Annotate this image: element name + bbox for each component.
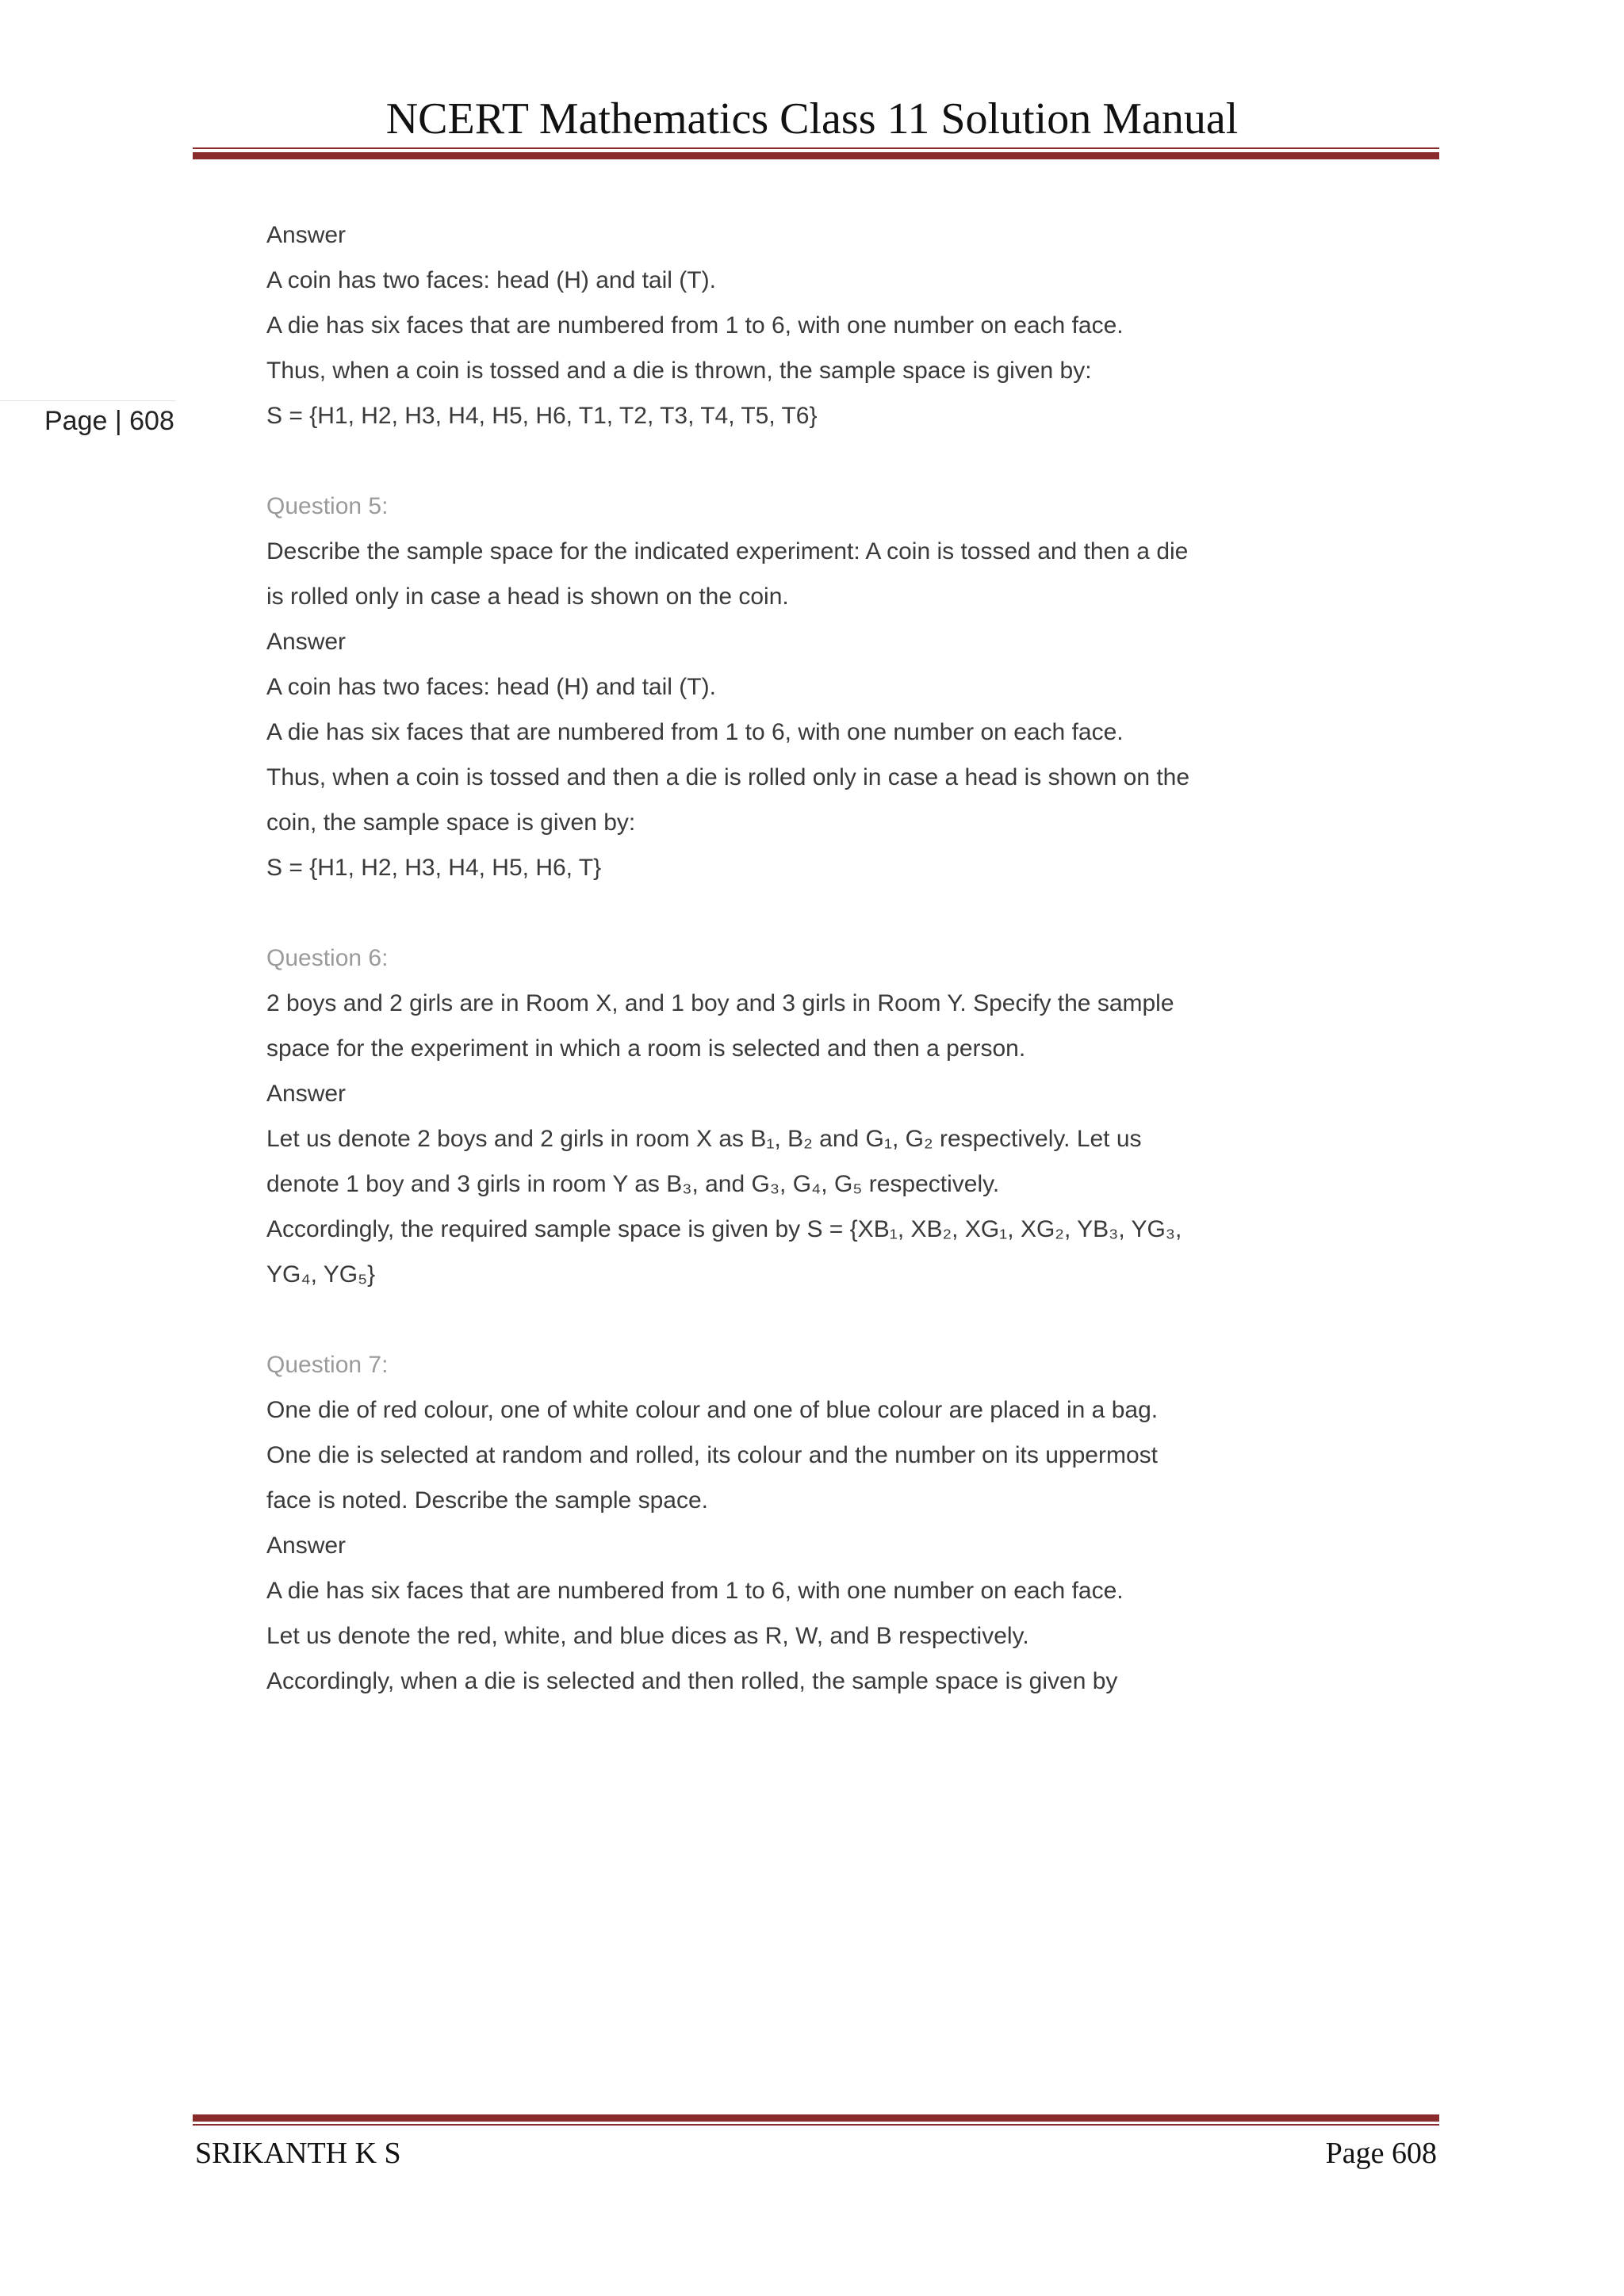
text-line: A die has six faces that are numbered from 1 to 6, with one number on each face.	[266, 719, 1124, 745]
text-line: A die has six faces that are numbered from 1 to 6, with one number on each face.	[266, 312, 1124, 339]
text-line: space for the experiment in which a room is selected and then a person.	[266, 1035, 1026, 1062]
text-line: is rolled only in case a head is shown on the coin.	[266, 584, 789, 610]
footer-author: SRIKANTH K S	[195, 2137, 401, 2170]
text-line: 2 boys and 2 girls are in Room X, and 1 boy and 3 girls in Room Y. Specify the sample	[266, 990, 1174, 1016]
text-line: Thus, when a coin is tossed and then a die is rolled only in case a head is shown on the	[266, 764, 1190, 790]
margin-divider	[0, 400, 176, 401]
question-5-heading: Question 5:	[266, 493, 389, 519]
text-line: Let us denote 2 boys and 2 girls in room X as B₁, B₂ and G₁, G₂ respectively. Let us	[266, 1126, 1142, 1152]
text-line: coin, the sample space is given by:	[266, 809, 636, 836]
header-rule-thin	[193, 147, 1439, 149]
text-line: Let us denote the red, white, and blue dices as R, W, and B respectively.	[266, 1623, 1029, 1649]
margin-page-label: Page | 608	[44, 406, 174, 436]
text-line: A die has six faces that are numbered from 1 to 6, with one number on each face.	[266, 1578, 1124, 1604]
sample-space-line: S = {H1, H2, H3, H4, H5, H6, T1, T2, T3, T4, T5, T6}	[266, 403, 818, 429]
header-rule-thick	[193, 152, 1439, 159]
answer-label: Answer	[266, 222, 347, 248]
answer-label: Answer	[266, 1533, 347, 1559]
footer-rule-thick	[193, 2114, 1439, 2122]
document-title: NCERT Mathematics Class 11 Solution Manual	[385, 94, 1239, 144]
text-line: A coin has two faces: head (H) and tail (T).	[266, 674, 716, 700]
text-line: Describe the sample space for the indicated experiment: A coin is tossed and then a die	[266, 538, 1189, 564]
text-line: Accordingly, when a die is selected and then rolled, the sample space is given by	[266, 1668, 1118, 1694]
sample-space-line: YG₄, YG₅}	[266, 1261, 376, 1288]
answer-label: Answer	[266, 629, 347, 655]
answer-label: Answer	[266, 1081, 347, 1107]
question-6-heading: Question 6:	[266, 945, 389, 971]
text-line: A coin has two faces: head (H) and tail (T).	[266, 267, 716, 293]
question-7-heading: Question 7:	[266, 1352, 389, 1378]
text-line: denote 1 boy and 3 girls in room Y as B₃, and G₃, G₄, G₅ respectively.	[266, 1171, 1000, 1197]
text-line: One die of red colour, one of white colour and one of blue colour are placed in a bag.	[266, 1397, 1159, 1423]
footer-page-number: Page 608	[1325, 2137, 1437, 2170]
text-line: Thus, when a coin is tossed and a die is thrown, the sample space is given by:	[266, 358, 1092, 384]
solution-content	[266, 212, 1392, 1704]
text-line: One die is selected at random and rolled, its colour and the number on its uppermost	[266, 1442, 1158, 1468]
text-line: face is noted. Describe the sample space.	[266, 1487, 708, 1513]
sample-space-line: S = {H1, H2, H3, H4, H5, H6, T}	[266, 855, 602, 881]
text-line: Accordingly, the required sample space is given by S = {XB₁, XB₂, XG₁, XG₂, YB₃, YG₃,	[266, 1216, 1182, 1242]
footer-rule-thin	[193, 2124, 1439, 2126]
